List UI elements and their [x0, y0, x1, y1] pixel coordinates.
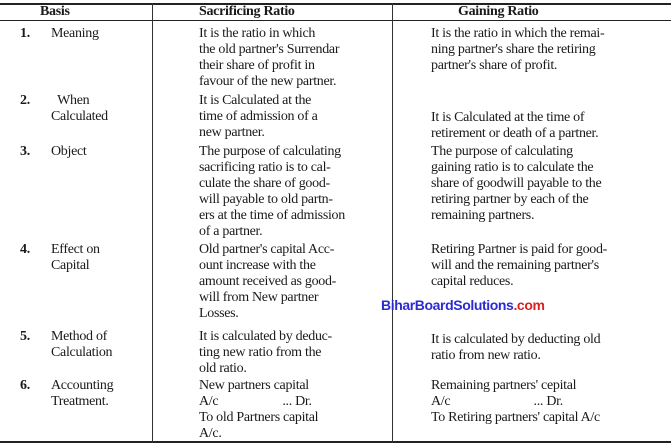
gaining-ratio-text: Retiring Partner is paid for good-	[431, 242, 608, 257]
sacrificing-ratio-text: amount received as good-	[199, 274, 337, 289]
sacrificing-ratio-text: of a partner.	[199, 224, 263, 239]
basis-label: Object	[51, 144, 87, 159]
column-divider	[152, 3, 153, 443]
row-number: 6.	[20, 378, 30, 393]
sacrificing-ratio-text: It is Calculated at the	[199, 93, 312, 108]
gaining-ratio-text: The purpose of calculating	[431, 144, 573, 159]
basis-label: Method of	[51, 329, 108, 344]
basis-label: Accounting	[51, 378, 114, 393]
basis-label: When	[51, 93, 90, 108]
sacrificing-ratio-text: culate the share of good-	[199, 176, 330, 191]
row-number: 1.	[20, 26, 30, 41]
gaining-ratio-text: It is the ratio in which the remai-	[431, 26, 605, 41]
sacrificing-ratio-text: will from New partner	[199, 290, 319, 305]
sacrificing-ratio-text: their share of profit in	[199, 58, 315, 73]
basis-label: Capital	[51, 258, 90, 273]
watermark-part: BiharBoard	[381, 297, 454, 313]
sacrificing-ratio-text: It is the ratio in which	[199, 26, 316, 41]
sacrificing-ratio-text: ers at the time of admission	[199, 208, 345, 223]
gaining-ratio-text: Remaining partners' cepital	[431, 378, 577, 393]
sacrificing-ratio-text: Losses.	[199, 306, 239, 321]
gaining-ratio-text: retirement or death of a partner.	[431, 126, 599, 141]
watermark-logo	[381, 297, 545, 313]
sacrificing-ratio-text: It is calculated by deduc-	[199, 329, 332, 344]
row-number: 2.	[20, 93, 30, 108]
gaining-ratio-text: partner's share of profit.	[431, 58, 558, 73]
sacrificing-ratio-text: To old Partners capital	[199, 410, 319, 425]
row-number: 4.	[20, 242, 30, 257]
gaining-ratio-text: A/c ... Dr.	[431, 394, 563, 409]
gaining-ratio-text: retiring partner by each of the	[431, 192, 589, 207]
header-basis: Basis	[40, 4, 70, 19]
gaining-ratio-text: To Retiring partners' capital A/c	[431, 410, 600, 425]
watermark-part: Solutions	[453, 297, 514, 313]
sacrificing-ratio-text: the old partner's Surrendar	[199, 42, 340, 57]
sacrificing-ratio-text: will payable to old partn-	[199, 192, 333, 207]
table-bottom-border	[0, 441, 671, 443]
row-number: 5.	[20, 329, 30, 344]
gaining-ratio-text: It is calculated by deducting old	[431, 332, 601, 347]
basis-label: Calculation	[51, 345, 113, 360]
sacrificing-ratio-text: sacrificing ratio is to cal-	[199, 160, 331, 175]
header-bottom-border	[0, 20, 671, 21]
header-sacrificing-ratio: Sacrificing Ratio	[199, 4, 295, 19]
basis-label: Meaning	[51, 26, 99, 41]
row-number: 3.	[20, 144, 30, 159]
gaining-ratio-text: capital reduces.	[431, 274, 514, 289]
header-gaining-ratio: Gaining Ratio	[458, 4, 539, 19]
gaining-ratio-text: will and the remaining partner's	[431, 258, 599, 273]
watermark-part: .com	[513, 297, 545, 313]
sacrificing-ratio-text: A/c.	[199, 426, 222, 441]
gaining-ratio-text: ratio from new ratio.	[431, 348, 541, 363]
gaining-ratio-text: It is Calculated at the time of	[431, 110, 585, 125]
sacrificing-ratio-text: old ratio.	[199, 361, 247, 376]
sacrificing-ratio-text: time of admission of a	[199, 109, 318, 124]
basis-label: Treatment.	[51, 394, 109, 409]
sacrificing-ratio-text: ount increase with the	[199, 258, 316, 273]
sacrificing-ratio-text: New partners capital	[199, 378, 309, 393]
sacrificing-ratio-text: ting new ratio from the	[199, 345, 322, 360]
basis-label: Effect on	[51, 242, 100, 257]
column-divider	[392, 3, 393, 443]
gaining-ratio-text: remaining partners.	[431, 208, 535, 223]
sacrificing-ratio-text: Old partner's capital Acc-	[199, 242, 335, 257]
sacrificing-ratio-text: favour of the new partner.	[199, 74, 337, 89]
sacrificing-ratio-text: A/c ... Dr.	[199, 394, 312, 409]
gaining-ratio-text: ning partner's share the retiring	[431, 42, 596, 57]
sacrificing-ratio-text: new partner.	[199, 125, 265, 140]
gaining-ratio-text: share of goodwill payable to the	[431, 176, 602, 191]
basis-label: Calculated	[51, 109, 108, 124]
sacrificing-ratio-text: The purpose of calculating	[199, 144, 341, 159]
gaining-ratio-text: gaining ratio is to calculate the	[431, 160, 594, 175]
table-top-border	[0, 3, 671, 5]
